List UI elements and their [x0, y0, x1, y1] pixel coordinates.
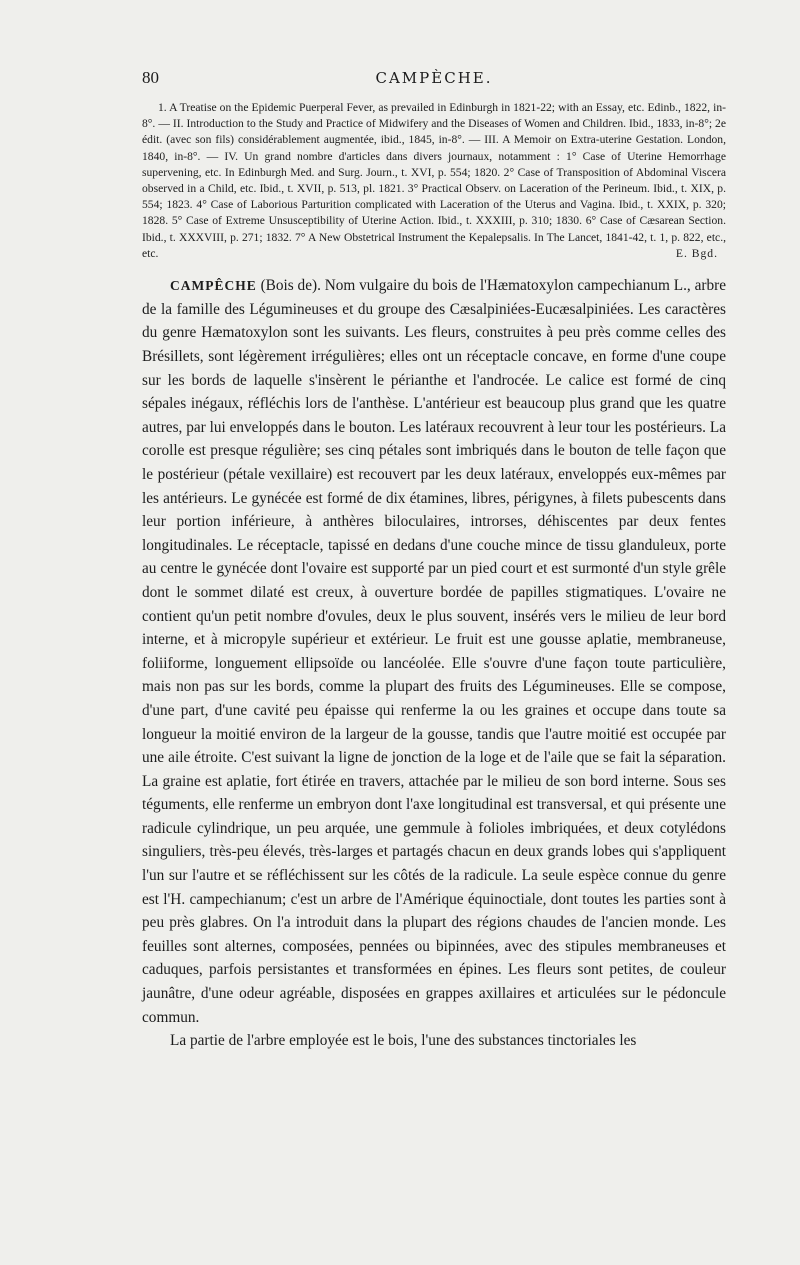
article-paragraph-1 — [142, 274, 726, 1029]
bibliography-text: 1. A Treatise on the Epidemic Puerperal Fever, as prevailed in Edinburgh in 1821-22; with an Essay, etc. Edinb., 1822, in-8°. — II. Introduction to the Study and Practice of Midwifery and the Diseases of Women and Children. Ibid., 1833, in-8°; 2e édit. (avec son fils) considérablement augmentée, ibid., 1845, in-8°. — III. A Memoir on Extra-uterine Gestation. London, 1840, in-8°. — IV. Un grand nombre d'articles dans divers journaux, notamment : 1° Case of Uterine Hemorrhage supervening, etc. In Edinburgh Med. and Surg. Journ., t. XVI, p. 554; 1820. 2° Case of Transposition of Abdominal Viscera observed in a Child, etc. Ibid., t. XVII, p. 513, pl. 1821. 3° Practical Observ. on Laceration of the Perineum. Ibid., t. XIX, p. 554; 1823. 4° Case of Laborious Parturition complicated with Laceration of the Uterus and Vagina. Ibid., t. XXIX, p. 320; 1828. 5° Case of Extreme Unsusceptibility of Uterine Action. Ibid., t. XXXIII, p. 310; 1830. 6° Case of Cæsarean Section. Ibid., t. XXXVIII, p. 271; 1832. 7° A New Obstetrical Instrument the Kepalepsalis. In The Lancet, 1841-42, t. 1, p. 822, etc., etc. — [142, 101, 726, 260]
article-paragraph-1-text: (Bois de). Nom vulgaire du bois de l'Hæmatoxylon campechianum L., arbre de la famille des Légumineuses et du groupe des Cæsalpiniées-Eucæsalpiniées. Les caractères du genre Hæmatoxylon sont les suivants. Les fleurs, construites à peu près comme celles des Brésillets, sont légèrement irrégulières; elles ont un réceptacle concave, en forme d'une coupe sur les bords de laquelle s'insèrent le périanthe et l'androcée. Le calice est formé de cinq sépales inégaux, réfléchis lors de l'anthèse. L'antérieur est beaucoup plus grand que les quatre autres, par lui enveloppés dans le bouton. Les latéraux recouvrent à leur tour les postérieurs. La corolle est presque régulière; ses cinq pétales sont imbriqués dans le bouton de telle façon que le postérieur (pétale vexillaire) est recouvert par les deux latéraux, enveloppés eux-mêmes par les antérieurs. Le gynécée est formé de dix étamines, libres, périgynes, à filets pubescents dans leur portion inférieure, à anthères biloculaires, introrses, déhiscentes par deux fentes longitudinales. Le réceptacle, tapissé en dedans d'une couche mince de tissu glanduleux, porte au centre le gynécée dont l'ovaire est supporté par un pied court et est surmonté d'un style grêle dont le sommet dilaté est creux, à ouverture bordée de papilles stigmatiques. L'ovaire ne contient qu'un petit nombre d'ovules, deux le plus souvent, insérés vers le milieu de leur bord interne, et à micropyle supérieur et extérieur. Le fruit est une gousse aplatie, membraneuse, foliiforme, longuement ellipsoïde ou lancéolée. Elle s'ouvre d'une façon toute particulière, mais non pas sur les bords, comme la plupart des fruits des Légumineuses. Elle se compose, d'une part, d'une cavité peu épaisse qui renferme la ou les graines et occupe dans toute sa longueur la moitié environ de la largeur de la gousse, tandis que l'autre moitié est occupée par une aile étroite. C'est suivant la ligne de jonction de la loge et de l'aile que se fait la séparation. La graine est aplatie, fort étirée en travers, attachée par le milieu de son bord interne. Sous ses téguments, elle renferme un embryon dont l'axe longitudinal est transversal, et qui présente une radicule cylindrique, un peu arquée, une gemmule à folioles imbriquées, et deux cotylédons singuliers, très-peu élevés, très-larges et partagés chacun en deux grands lobes qui s'appliquent l'un sur l'autre et se réfléchissent sur les côtés de la radicule. La seule espèce connue du genre est l'H. campechianum; c'est un arbre de l'Amérique équinoctiale, dont toutes les parties sont à peu près glabres. On l'a introduit dans la plupart des régions chaudes de l'ancien monde. Les feuilles sont alternes, composées, pennées ou bipinnées, avec des stipules membraneuses et caduques, parfois persistantes et transformées en épines. Les fleurs sont petites, de couleur jaunâtre, d'une odeur agréable, disposées en grappes axillaires et articulées sur le pédoncule commun. — [142, 277, 726, 1026]
entry-term: CAMPÊCHE — [170, 278, 257, 294]
page-number: 80 — [142, 68, 159, 87]
running-head: CAMPÈCHE. — [375, 69, 493, 87]
author-signature: E. Bgd. — [675, 247, 718, 261]
page-header — [142, 68, 726, 92]
article-paragraph-2: La partie de l'arbre employée est le bois, l'une des substances tinctoriales les — [170, 1032, 637, 1050]
bibliography-block — [142, 100, 726, 262]
article-campeche — [142, 274, 726, 1053]
